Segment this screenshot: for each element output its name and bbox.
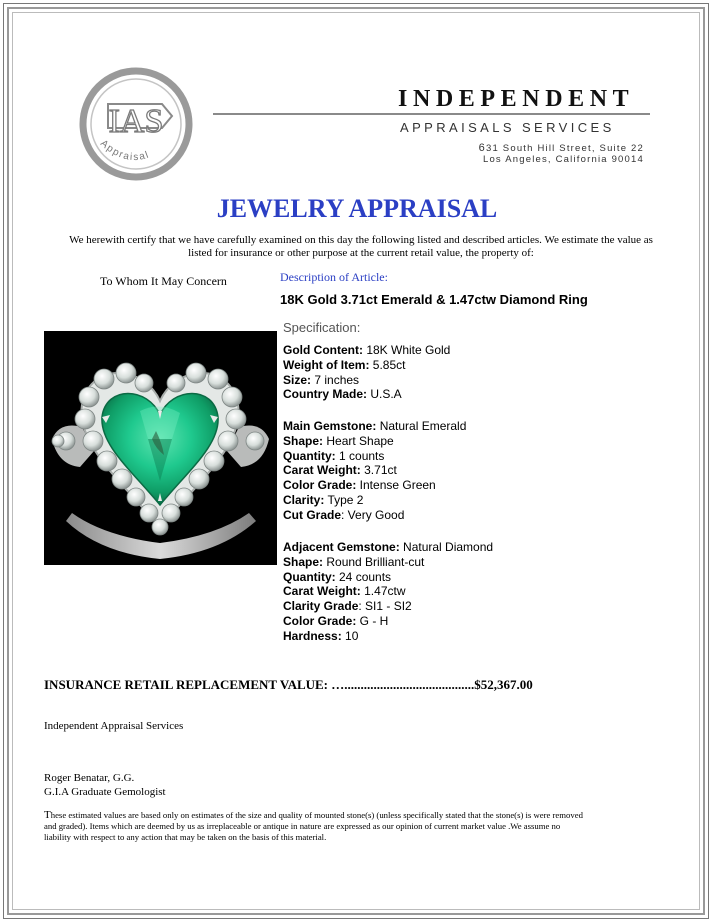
logo-letters: IAS [108,103,164,140]
spec-row [283,570,493,585]
disclaimer-text: hese estimated values are based only on estimates of the size and quality of mounted stone(s) (unless specifically stated that the stone(s) is were removed and graded). Items which are deemed by us as irreplaceable or antique in nature are expressed as our opinion of current market value .We assume no liability with respect to any action that may be taken on the basis of this material. [44,810,583,842]
description-label: Description of Article: [280,270,388,284]
spec-row [283,540,493,555]
spec-label: Color Grade: [283,613,357,628]
spec-value: 3.71ct [360,463,397,478]
disclaimer [44,810,584,843]
spec-label: Country Made: [283,387,367,402]
spec-row [283,449,466,464]
company-address-line1 [479,142,644,154]
spec-label: Size: [283,372,312,387]
spec-value: 1 counts [335,448,385,463]
spec-label: Shape: [283,554,324,569]
spec-value: Natural Emerald [376,419,467,433]
spec-label: Quantity: [283,569,336,584]
spec-row [283,555,493,570]
disclaimer-initial: T [44,809,51,821]
company-signature: Independent Appraisal Services [44,720,184,732]
spec-value: 18K White Gold [362,343,451,357]
spec-value: Intense Green [356,478,436,493]
certification-statement: We herewith certify that we have carefully examined on this day the following listed and described articles. We estimate the value as listed for insurance or other purpose at the current retail value, the property of: [69,234,653,259]
header-divider [213,113,650,115]
spec-label: Clarity Grade [283,599,359,614]
spec-row [283,419,466,434]
ring-photo [44,331,277,565]
spec-row [283,434,466,449]
insurance-value: $52,367.00 [474,677,533,692]
spec-value: Heart Shape [323,433,394,448]
document-title: JEWELRY APPRAISAL [216,194,498,223]
logo-caption: Appraisal [98,138,152,164]
spec-row [283,478,466,493]
company-address-line2: Los Angeles, California 90014 [482,154,644,165]
spec-main-gemstone [283,419,466,523]
spec-row [283,358,450,373]
signer-title: G.I.A Graduate Gemologist [44,786,166,798]
spec-label: Shape: [283,433,324,448]
spec-row [283,599,493,614]
spec-label: Weight of Item: [283,357,370,372]
address-line1-initial: 6 [478,142,486,154]
ias-logo [78,66,194,182]
spec-label: Cut Grade [283,507,342,522]
spec-label: Color Grade: [283,478,357,493]
spec-row [283,508,466,523]
spec-value: 7 inches [311,372,360,387]
spec-row [283,614,493,629]
spec-row [283,387,450,402]
insurance-value-line [44,677,533,693]
spec-row [283,463,466,478]
spec-value: G - H [356,613,389,628]
spec-adjacent-gemstone [283,540,493,644]
spec-label: Quantity: [283,448,336,463]
spec-value: Round Brilliant-cut [323,554,425,569]
specification-label: Specification: [283,320,361,335]
spec-label: Carat Weight: [283,584,361,599]
address-line1-text: 31 South Hill Street, Suite 22 [486,143,644,154]
spec-label: Hardness: [283,628,342,643]
spec-general [283,343,450,402]
spec-row [283,373,450,388]
spec-value: U.S.A [367,387,402,402]
spec-value: 5.85ct [369,357,406,372]
spec-value: 24 counts [335,569,392,584]
spec-label: Adjacent Gemstone: [283,540,400,554]
spec-value: 10 [341,628,359,643]
spec-value: : SI1 - SI2 [358,599,412,614]
spec-value: Natural Diamond [399,540,494,554]
spec-row [283,584,493,599]
spec-value: : Very Good [341,507,405,522]
spec-row [283,493,466,508]
signer-name: Roger Benatar, G.G. [44,772,135,784]
spec-row [283,343,450,358]
spec-label: Gold Content: [283,343,363,357]
spec-row [283,629,493,644]
spec-label: Main Gemstone: [283,419,377,433]
spec-label: Carat Weight: [283,463,361,478]
recipient: To Whom It May Concern [100,274,227,288]
article-title: 18K Gold 3.71ct Emerald & 1.47ctw Diamond Ring [280,292,588,307]
svg-text:Appraisal [98,138,151,163]
insurance-label: INSURANCE RETAIL REPLACEMENT VALUE: …........................................ [44,677,475,692]
spec-label: Clarity: [283,492,325,507]
spec-value: 1.47ctw [360,584,406,599]
company-name: INDEPENDENT [398,86,635,112]
spec-value: Type 2 [324,492,364,507]
company-subtitle: APPRAISALS SERVICES [400,120,615,135]
